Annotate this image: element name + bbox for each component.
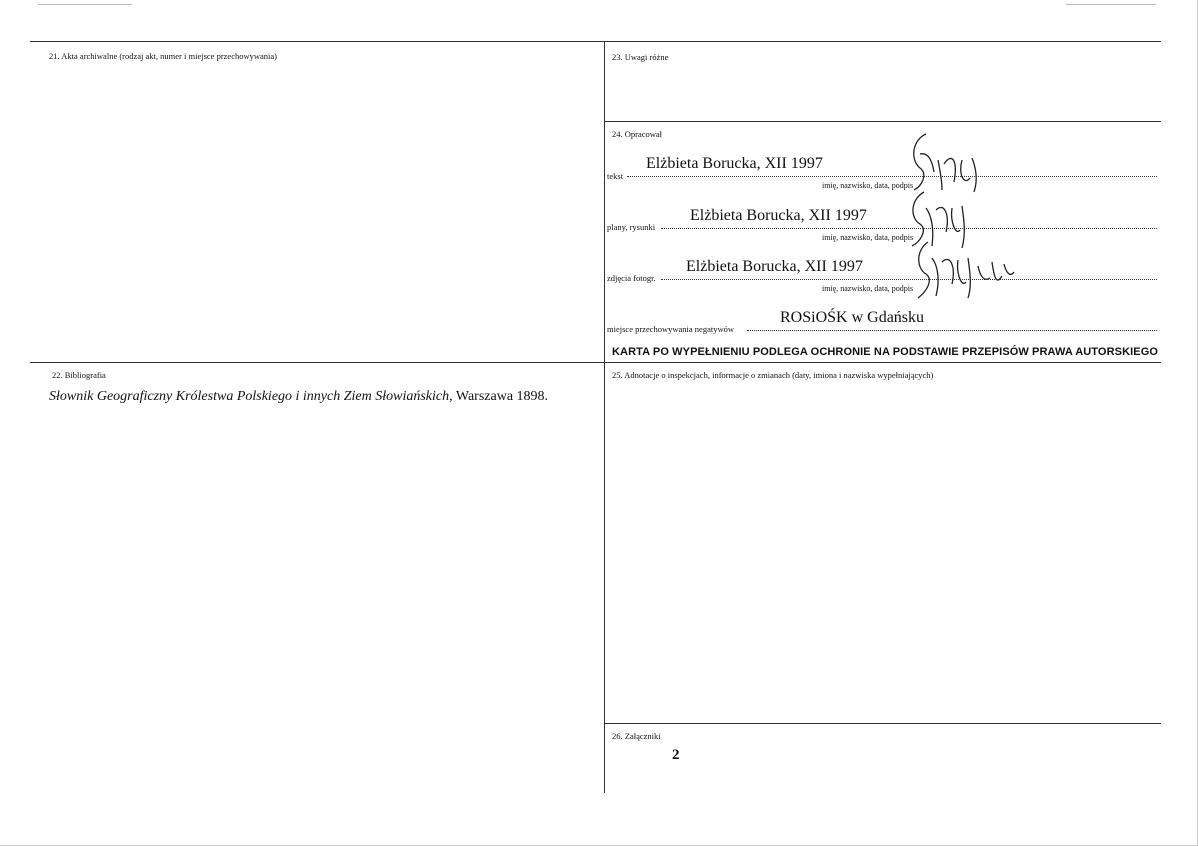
row-tekst-caption: imię, nazwisko, data, podpis [822,181,914,190]
divider-21-22 [30,362,1161,363]
row-plany-caption: imię, nazwisko, data, podpis [822,233,914,242]
top-left-rule [38,4,132,5]
section-21-label: 21. Akta archiwalne (rodzaj akt, numer i miejsce przechowywania) [49,51,277,61]
top-border [30,41,1161,42]
signature-zdjecia [906,236,1026,306]
row-tekst-dots [627,176,1157,177]
section-23-label: 23. Uwagi różne [612,52,669,62]
row-plany-value: Elżbieta Borucka, XII 1997 [690,207,867,224]
bibliography-entry [49,389,548,405]
attachments-count: 2 [672,747,680,763]
copyright-notice: KARTA PO WYPEŁNIENIU PODLEGA OCHRONIE NA PODSTAWIE PRZEPISÓW PRAWA AUTORSKIEGO [612,346,1159,358]
center-divider [604,41,605,793]
row-zdjecia-label: zdjęcia fotogr. [607,273,656,283]
row-zdjecia-caption: imię, nazwisko, data, podpis [822,284,914,293]
section-25-label: 25. Adnotacje o inspekcjach, informacje o zmianach (daty, imiona i nazwiska wypełniających) [612,370,934,380]
row-zdjecia-value: Elżbieta Borucka, XII 1997 [686,258,863,275]
negatives-label: miejsce przechowywania negatywów [607,324,734,334]
negatives-value: ROSiOŚK w Gdańsku [780,309,925,326]
divider-23-24 [604,121,1161,122]
section-26-label: 26. Załączniki [612,731,661,741]
row-tekst-label: tekst [607,171,624,181]
section-22-label: 22. Bibliografia [52,370,106,380]
section-24-label: 24. Opracował [612,129,663,139]
row-plany-label: plany, rysunki [607,222,656,232]
bibliography-imprint: , Warszawa 1898. [449,389,549,404]
top-right-rule [1066,4,1156,5]
divider-25-26 [604,723,1161,724]
negatives-dots [747,330,1157,331]
row-tekst-value: Elżbieta Borucka, XII 1997 [646,155,823,172]
bibliography-title: Słownik Geograficzny Królestwa Polskiego i innych Ziem Słowiańskich [49,389,450,404]
